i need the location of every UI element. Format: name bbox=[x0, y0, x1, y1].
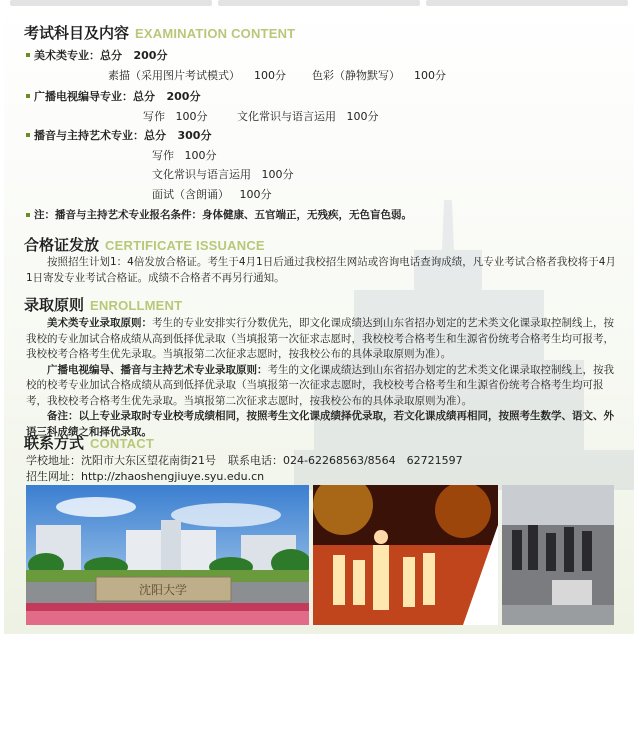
enrollment-remark: 备注：以上专业录取时专业校考成绩相同，按照考生文化课成绩择优录取，若文化课成绩再相同，按照考生数学、语文、外语三科成绩之和择优录取。 bbox=[26, 410, 614, 438]
art-item-sketch: 素描（采用图片考试模式） 100分 bbox=[108, 69, 286, 82]
enrollment-title-cn: 录取原则 bbox=[24, 296, 85, 314]
campus-sign-text: 沈阳大学 bbox=[138, 583, 188, 597]
broadcast-enrollment-rule: 广播电视编导、播音与主持艺术专业录取原则：考生的文化课成绩达到山东省招办划定的艺术类文化课录取控制线上，按我校的校考专业加试合格成绩从高到低择优录取（当填报第一次征求志愿时，我校校考合格考生和生源省份统考合格考生均可报考，我校校考合格考生优先录取。当填报第二次征求志愿时，按我校公布的具体录取原则为准）。 bbox=[26, 363, 614, 407]
art-major-label: 美术类专业：总分 200分 bbox=[34, 49, 168, 62]
host-item-writing: 写作 100分 bbox=[152, 149, 217, 162]
broadcast-item-culture: 文化常识与语言运用 100分 bbox=[237, 110, 379, 123]
campus-photo bbox=[26, 485, 309, 625]
certificate-section-title bbox=[24, 234, 265, 255]
enrollment-paragraphs bbox=[26, 316, 622, 440]
bullet-icon bbox=[26, 213, 30, 217]
contact-address: 学校地址：沈阳市大东区望花南街21号 bbox=[26, 454, 216, 467]
exam-title-cn: 考试科目及内容 bbox=[24, 24, 130, 42]
exhibition-photo bbox=[502, 485, 614, 625]
host-item-culture: 文化常识与语言运用 100分 bbox=[152, 168, 294, 181]
broadcast-item-writing: 写作 100分 bbox=[143, 110, 208, 123]
contact-website[interactable]: 招生网址：http://zhaoshengjiuye.syu.edu.cn bbox=[26, 470, 265, 483]
broadcast-major-label: 广播电视编导专业：总分 200分 bbox=[34, 90, 201, 103]
enrollment-section-title bbox=[24, 294, 182, 315]
enrollment-title-en: ENROLLMENT bbox=[90, 298, 183, 313]
host-item-interview: 面试（含朗诵） 100分 bbox=[152, 188, 272, 201]
contact-title-cn: 联系方式 bbox=[24, 434, 85, 452]
art-enrollment-rule: 美术类专业录取原则：考生的专业安排实行分数优先，即文化课成绩达到山东省招办划定的艺术类文化课录取控制线上，按我校的专业加试合格成绩从高到低择优录取（当填报第一次征求志愿时，我校校考合格考生和生源省份统考合格考生均可报考，我校校考合格考生优先录取。当填报第二次征求志愿时，按我校公布的具体录取原则为准）。 bbox=[26, 317, 614, 360]
brochure-page bbox=[4, 0, 634, 634]
stage-performance-photo bbox=[313, 485, 498, 625]
certificate-title-cn: 合格证发放 bbox=[24, 236, 100, 254]
bullet-icon bbox=[26, 53, 30, 57]
certificate-title-en: CERTIFICATE ISSUANCE bbox=[105, 238, 265, 253]
bullet-icon bbox=[26, 94, 30, 98]
art-item-color: 色彩（静物默写） 100分 bbox=[312, 69, 446, 82]
exam-title-en: EXAMINATION CONTENT bbox=[135, 26, 296, 41]
certificate-paragraph: 按照招生计划1：4倍发放合格证。考生于4月1日后通过我校招生网站或咨询电话查询成绩，凡专业考试合格者我校将于4月1日寄发专业考试合格证。成绩不合格者不再另行通知。 bbox=[26, 256, 616, 284]
host-major-label: 播音与主持艺术专业：总分 300分 bbox=[34, 129, 212, 142]
contact-section-title bbox=[24, 432, 154, 453]
top-tabs-bar bbox=[4, 0, 634, 6]
contact-phone: 联系电话：024-62268563/8564 62721597 bbox=[228, 454, 463, 467]
exam-note: 注：播音与主持艺术专业报名条件：身体健康、五官端正，无残疾，无色盲色弱。 bbox=[34, 209, 412, 221]
exam-section-title bbox=[24, 22, 295, 43]
bullet-icon bbox=[26, 133, 30, 137]
photo-strip bbox=[26, 485, 614, 625]
contact-title-en: CONTACT bbox=[90, 436, 154, 451]
